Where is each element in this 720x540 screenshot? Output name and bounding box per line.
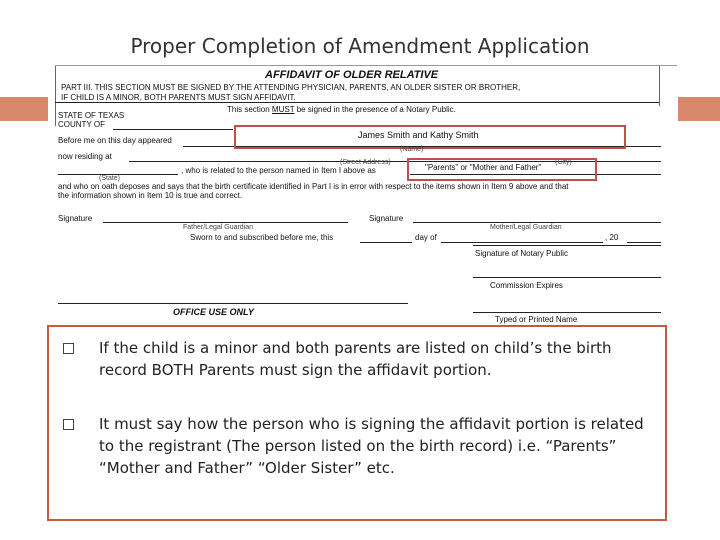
notary-instruction-post: be signed in the presence of a Notary Public.: [296, 105, 456, 114]
part3-line1: PART III. THIS SECTION MUST BE SIGNED BY THE ATTENDING PHYSICIAN, PARENTS, AN OLDER SISTER OR BROTHER,: [61, 83, 521, 92]
oath-line2: the information shown in Item 10 is true and correct.: [58, 191, 243, 200]
day-of-text: day of: [415, 233, 437, 242]
before-me-label: Before me on this day appeared: [58, 136, 172, 145]
bullet-text: It must say how the person who is signing the affidavit portion is related to the registrant (The person listed on the birth record) i.e. “Parents” “Mother and Father” “Older Sister” etc.: [99, 415, 644, 477]
office-use-rule: [58, 303, 408, 304]
county-label: COUNTY OF: [58, 120, 105, 129]
name-caption: (Name): [400, 146, 424, 153]
bullet-marker-icon: [63, 419, 74, 430]
notary-instruction: [227, 105, 456, 114]
accent-bar-right: [678, 97, 720, 121]
affidavit-heading: AFFIDAVIT OF OLDER RELATIVE: [265, 69, 439, 81]
commission-caption: Commission Expires: [490, 281, 563, 290]
oath-line1: and who on oath deposes and says that the birth certificate identified in Part I is in error with respect to the items shown in Item 9 above and that: [58, 182, 569, 191]
bullet-marker-icon: [63, 343, 74, 354]
affidavit-form-image: [55, 65, 677, 324]
relationship-field-value: "Parents" or "Mother and Father": [425, 163, 542, 172]
year-prefix: , 20: [605, 233, 619, 242]
father-signature-line: [103, 222, 348, 223]
form-divider: [659, 66, 660, 106]
related-text: , who is related to the person named in Item I above as: [181, 166, 376, 175]
mother-signature-line: [413, 222, 661, 223]
state-caption: (State): [99, 175, 121, 182]
sworn-day-line: [360, 242, 412, 243]
name-field-value: James Smith and Kathy Smith: [358, 130, 479, 140]
sworn-month-line: [441, 242, 603, 243]
state-label: STATE OF TEXAS: [58, 111, 125, 120]
signature-label-right: Signature: [369, 214, 404, 223]
notary-instruction-must: MUST: [271, 105, 295, 114]
form-divider: [55, 66, 56, 126]
father-caption: Father/Legal Guardian: [183, 224, 254, 231]
sworn-year-line: [627, 242, 661, 243]
office-use-label: OFFICE USE ONLY: [173, 307, 254, 317]
accent-bar-left: [0, 97, 48, 121]
content-box: [47, 325, 667, 521]
notary-signature-caption: Signature of Notary Public: [475, 249, 568, 258]
county-line: [113, 129, 233, 130]
bullet-text: If the child is a minor and both parents are listed on child’s the birth record BOTH Parents must sign the affidavit portion.: [99, 339, 612, 379]
sworn-text: Sworn to and subscribed before me, this: [190, 233, 334, 242]
bullet-item: [63, 413, 654, 479]
city-caption: (City): [555, 159, 572, 166]
mother-caption: Mother/Legal Guardian: [490, 224, 562, 231]
notary-signature-line: [473, 245, 661, 246]
street-caption: (Street Address): [340, 159, 391, 166]
slide-title: Proper Completion of Amendment Application: [130, 34, 590, 58]
signature-label-left: Signature: [58, 214, 93, 223]
part3-line2: IF CHILD IS A MINOR, BOTH PARENTS MUST SIGN AFFIDAVIT.: [61, 93, 296, 102]
typed-name-line: [473, 312, 661, 313]
notary-instruction-pre: This section: [227, 105, 270, 114]
commission-line: [473, 277, 661, 278]
form-divider: [55, 102, 659, 103]
typed-name-caption: Typed or Printed Name: [495, 315, 578, 324]
bullet-item: [63, 337, 654, 381]
now-residing-label: now residing at: [58, 152, 112, 161]
